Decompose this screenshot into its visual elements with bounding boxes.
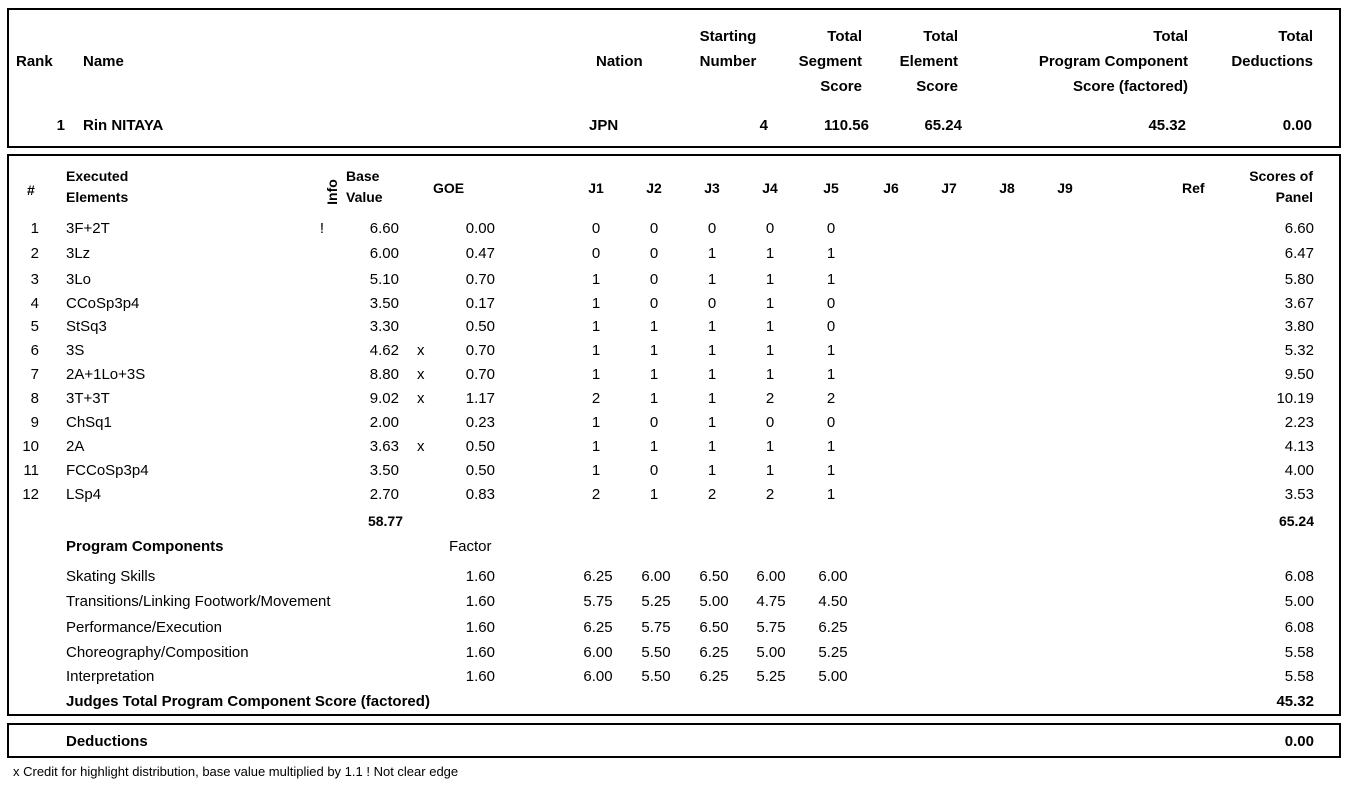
judge-header-j1: J1: [588, 180, 604, 196]
skater-total-deductions: 0.00: [1282, 117, 1312, 134]
element-goe: 0.70: [465, 271, 495, 288]
base-value-header-line2: Value: [346, 189, 383, 205]
tss-header-line3: Score: [820, 78, 862, 95]
pcs-header-line3: Score (factored): [1072, 78, 1188, 95]
element-name: 2A+1Lo+3S: [66, 366, 146, 383]
component-judge-2-score: 6.00: [641, 568, 671, 585]
component-judge-1-score: 5.75: [583, 593, 613, 610]
scores-of-panel-header-line2: Panel: [1275, 189, 1313, 205]
element-judge-5-score: 1: [826, 366, 836, 383]
element-judge-5-score: 1: [826, 342, 836, 359]
element-judge-4-score: 1: [765, 245, 775, 262]
skater-starting-number: 4: [759, 117, 768, 134]
element-judge-3-score: 1: [707, 245, 717, 262]
element-judge-2-score: 1: [649, 438, 659, 455]
element-judge-4-score: 0: [765, 220, 775, 237]
judges-total-pcs-value: 45.32: [1276, 693, 1314, 710]
element-judge-5-score: 0: [826, 318, 836, 335]
element-base-value: 3.30: [369, 318, 399, 335]
element-judge-3-score: 1: [707, 318, 717, 335]
element-goe: 0.83: [465, 486, 495, 503]
deductions-header-line2: Deductions: [1231, 53, 1313, 70]
element-judge-5-score: 1: [826, 245, 836, 262]
element-number-header: #: [27, 182, 35, 198]
element-number: 12: [22, 486, 39, 503]
component-panel-score: 5.58: [1284, 644, 1314, 661]
component-factor: 1.60: [465, 568, 495, 585]
starting-number-header-line1: Starting: [699, 28, 757, 45]
judge-header-j9: J9: [1057, 180, 1073, 196]
element-name: 3S: [66, 342, 85, 359]
element-panel-score: 3.80: [1284, 318, 1314, 335]
ref-header: Ref: [1182, 180, 1205, 196]
element-panel-score: 6.47: [1284, 245, 1314, 262]
element-highlight-marker: x: [417, 390, 425, 407]
component-name: Skating Skills: [66, 568, 156, 585]
component-factor: 1.60: [465, 644, 495, 661]
element-judge-3-score: 1: [707, 271, 717, 288]
element-judge-3-score: 0: [707, 220, 717, 237]
element-base-value: 9.02: [369, 390, 399, 407]
element-judge-2-score: 1: [649, 318, 659, 335]
component-judge-3-score: 6.25: [699, 668, 729, 685]
element-judge-2-score: 0: [649, 414, 659, 431]
element-goe: 0.70: [465, 366, 495, 383]
element-judge-5-score: 1: [826, 462, 836, 479]
info-header: Info: [324, 179, 340, 205]
element-panel-score: 9.50: [1284, 366, 1314, 383]
element-panel-score: 2.23: [1284, 414, 1314, 431]
element-name: 3Lo: [66, 271, 92, 288]
element-panel-score: 5.32: [1284, 342, 1314, 359]
skater-total-element-score: 65.24: [924, 117, 962, 134]
element-name: 3Lz: [66, 245, 91, 262]
component-judge-3-score: 5.00: [699, 593, 729, 610]
element-name: FCCoSp3p4: [66, 462, 149, 479]
skater-name: Rin NITAYA: [83, 117, 164, 134]
judge-header-j6: J6: [883, 180, 899, 196]
judge-header-j3: J3: [704, 180, 720, 196]
judges-total-pcs-label: Judges Total Program Component Score (factored): [66, 693, 430, 710]
component-judge-4-score: 5.75: [756, 619, 786, 636]
footer-legend: x Credit for highlight distribution, base value multiplied by 1.1 ! Not clear edge: [13, 764, 459, 779]
element-judge-2-score: 0: [649, 271, 659, 288]
tes-header-line1: Total: [923, 28, 958, 45]
element-judge-5-score: 1: [826, 271, 836, 288]
element-number: 8: [30, 390, 39, 407]
element-highlight-marker: x: [417, 366, 425, 383]
deductions-value: 0.00: [1284, 733, 1314, 750]
component-judge-5-score: 4.50: [818, 593, 848, 610]
element-goe: 0.23: [465, 414, 495, 431]
element-judge-4-score: 1: [765, 318, 775, 335]
deductions-label: Deductions: [66, 733, 148, 750]
element-panel-score: 10.19: [1276, 390, 1314, 407]
component-judge-5-score: 5.25: [818, 644, 848, 661]
factor-header: Factor: [449, 538, 492, 555]
starting-number-header-line2: Number: [699, 53, 757, 70]
element-number: 7: [30, 366, 39, 383]
element-goe: 0.50: [465, 462, 495, 479]
deductions-header-line1: Total: [1278, 28, 1313, 45]
element-number: 10: [22, 438, 39, 455]
element-highlight-marker: x: [417, 342, 425, 359]
element-panel-score: 4.13: [1284, 438, 1314, 455]
component-name: Choreography/Composition: [66, 644, 249, 661]
element-name: ChSq1: [66, 414, 112, 431]
judge-header-j7: J7: [941, 180, 957, 196]
judge-header-j2: J2: [646, 180, 662, 196]
element-judge-1-score: 1: [591, 366, 601, 383]
element-judge-2-score: 1: [649, 342, 659, 359]
element-judge-2-score: 0: [649, 220, 659, 237]
component-judge-1-score: 6.25: [583, 568, 613, 585]
element-judge-5-score: 0: [826, 295, 836, 312]
element-base-value: 6.00: [369, 245, 399, 262]
element-judge-1-score: 1: [591, 318, 601, 335]
element-goe: 0.50: [465, 318, 495, 335]
element-info-flag: !: [319, 220, 325, 237]
component-judge-4-score: 4.75: [756, 593, 786, 610]
element-judge-2-score: 1: [649, 486, 659, 503]
pcs-header-line1: Total: [1153, 28, 1188, 45]
element-goe: 1.17: [465, 390, 495, 407]
element-base-value: 3.50: [369, 462, 399, 479]
component-judge-4-score: 5.00: [756, 644, 786, 661]
element-judge-5-score: 0: [826, 414, 836, 431]
element-judge-3-score: 0: [707, 295, 717, 312]
element-panel-score: 6.60: [1284, 220, 1314, 237]
element-judge-4-score: 1: [765, 295, 775, 312]
skater-total-segment-score: 110.56: [823, 117, 869, 134]
element-name: 3T+3T: [66, 390, 110, 407]
component-judge-5-score: 6.25: [818, 619, 848, 636]
element-judge-1-score: 2: [591, 486, 601, 503]
component-panel-score: 6.08: [1284, 568, 1314, 585]
component-name: Performance/Execution: [66, 619, 222, 636]
element-panel-score: 5.80: [1284, 271, 1314, 288]
element-judge-1-score: 0: [591, 220, 601, 237]
element-judge-4-score: 1: [765, 271, 775, 288]
component-judge-1-score: 6.00: [583, 668, 613, 685]
tss-header-line2: Segment: [798, 53, 862, 70]
element-goe: 0.17: [465, 295, 495, 312]
element-judge-5-score: 1: [826, 438, 836, 455]
component-factor: 1.60: [465, 593, 495, 610]
element-judge-2-score: 0: [649, 462, 659, 479]
element-judge-3-score: 1: [707, 438, 717, 455]
rank-header: Rank: [16, 53, 53, 70]
judge-header-j4: J4: [762, 180, 778, 196]
component-judge-3-score: 6.25: [699, 644, 729, 661]
component-panel-score: 5.00: [1284, 593, 1314, 610]
element-judge-1-score: 1: [591, 438, 601, 455]
component-judge-2-score: 5.50: [641, 644, 671, 661]
deductions-box: [7, 723, 1341, 758]
base-value-header-line1: Base: [346, 168, 380, 184]
element-base-value: 6.60: [369, 220, 399, 237]
element-base-value: 4.62: [369, 342, 399, 359]
element-judge-3-score: 1: [707, 462, 717, 479]
elements-base-total: 58.77: [367, 513, 403, 529]
element-number: 4: [30, 295, 39, 312]
element-judge-3-score: 1: [707, 342, 717, 359]
component-judge-1-score: 6.25: [583, 619, 613, 636]
element-judge-4-score: 1: [765, 462, 775, 479]
element-judge-4-score: 1: [765, 342, 775, 359]
element-judge-1-score: 1: [591, 271, 601, 288]
element-panel-score: 4.00: [1284, 462, 1314, 479]
skater-total-pcs: 45.32: [1148, 117, 1186, 134]
component-factor: 1.60: [465, 668, 495, 685]
element-number: 3: [30, 271, 39, 288]
elements-panel-total: 65.24: [1278, 513, 1314, 529]
element-judge-3-score: 1: [707, 390, 717, 407]
element-number: 9: [30, 414, 39, 431]
element-judge-4-score: 0: [765, 414, 775, 431]
element-goe: 0.70: [465, 342, 495, 359]
element-judge-4-score: 2: [765, 486, 775, 503]
element-judge-2-score: 1: [649, 366, 659, 383]
element-name: CCoSp3p4: [66, 295, 140, 312]
component-judge-3-score: 6.50: [699, 568, 729, 585]
component-judge-4-score: 6.00: [756, 568, 786, 585]
goe-header: GOE: [433, 180, 465, 196]
element-number: 6: [30, 342, 39, 359]
component-judge-2-score: 5.50: [641, 668, 671, 685]
skater-nation: JPN: [589, 117, 619, 134]
executed-elements-header-line2: Elements: [66, 189, 129, 205]
element-judge-1-score: 2: [591, 390, 601, 407]
element-judge-5-score: 1: [826, 486, 836, 503]
component-panel-score: 5.58: [1284, 668, 1314, 685]
component-factor: 1.60: [465, 619, 495, 636]
element-name: StSq3: [66, 318, 107, 335]
executed-elements-header-line1: Executed: [66, 168, 129, 184]
component-judge-1-score: 6.00: [583, 644, 613, 661]
element-name: 2A: [66, 438, 85, 455]
component-judge-2-score: 5.25: [641, 593, 671, 610]
element-judge-5-score: 0: [826, 220, 836, 237]
element-goe: 0.47: [465, 245, 495, 262]
scores-of-panel-header-line1: Scores of: [1249, 168, 1313, 184]
component-panel-score: 6.08: [1284, 619, 1314, 636]
name-header: Name: [83, 53, 124, 70]
element-judge-2-score: 1: [649, 390, 659, 407]
element-goe: 0.50: [465, 438, 495, 455]
element-panel-score: 3.67: [1284, 295, 1314, 312]
component-judge-5-score: 5.00: [818, 668, 848, 685]
element-judge-4-score: 1: [765, 438, 775, 455]
element-judge-1-score: 1: [591, 462, 601, 479]
component-judge-4-score: 5.25: [756, 668, 786, 685]
tes-header-line2: Element: [899, 53, 958, 70]
element-base-value: 5.10: [369, 271, 399, 288]
element-name: LSp4: [66, 486, 102, 503]
component-name: Interpretation: [66, 668, 155, 685]
pcs-header-line2: Program Component: [1038, 53, 1188, 70]
element-judge-2-score: 0: [649, 295, 659, 312]
element-base-value: 2.70: [369, 486, 399, 503]
element-number: 11: [23, 462, 39, 479]
element-name: 3F+2T: [66, 220, 110, 237]
judge-header-j8: J8: [999, 180, 1015, 196]
element-judge-3-score: 2: [707, 486, 717, 503]
element-judge-1-score: 1: [591, 414, 601, 431]
judge-header-j5: J5: [823, 180, 839, 196]
skater-rank: 1: [56, 117, 65, 134]
element-judge-5-score: 2: [826, 390, 836, 407]
element-goe: 0.00: [465, 220, 495, 237]
element-highlight-marker: x: [417, 438, 425, 455]
element-number: 2: [30, 245, 39, 262]
component-judge-3-score: 6.50: [699, 619, 729, 636]
element-judge-3-score: 1: [707, 414, 717, 431]
nation-header: Nation: [596, 53, 643, 70]
tss-header-line1: Total: [827, 28, 862, 45]
element-judge-3-score: 1: [707, 366, 717, 383]
element-base-value: 3.63: [369, 438, 399, 455]
element-panel-score: 3.53: [1284, 486, 1314, 503]
tes-header-line3: Score: [916, 78, 958, 95]
component-judge-5-score: 6.00: [818, 568, 848, 585]
element-base-value: 8.80: [369, 366, 399, 383]
element-judge-1-score: 1: [591, 342, 601, 359]
element-number: 1: [30, 220, 39, 237]
element-base-value: 2.00: [369, 414, 399, 431]
element-judge-1-score: 1: [591, 295, 601, 312]
element-judge-4-score: 2: [765, 390, 775, 407]
element-base-value: 3.50: [369, 295, 399, 312]
element-number: 5: [30, 318, 39, 335]
component-name: Transitions/Linking Footwork/Movement: [66, 593, 331, 610]
component-judge-2-score: 5.75: [641, 619, 671, 636]
element-judge-2-score: 0: [649, 245, 659, 262]
element-judge-1-score: 0: [591, 245, 601, 262]
program-components-title: Program Components: [66, 538, 224, 555]
element-judge-4-score: 1: [765, 366, 775, 383]
